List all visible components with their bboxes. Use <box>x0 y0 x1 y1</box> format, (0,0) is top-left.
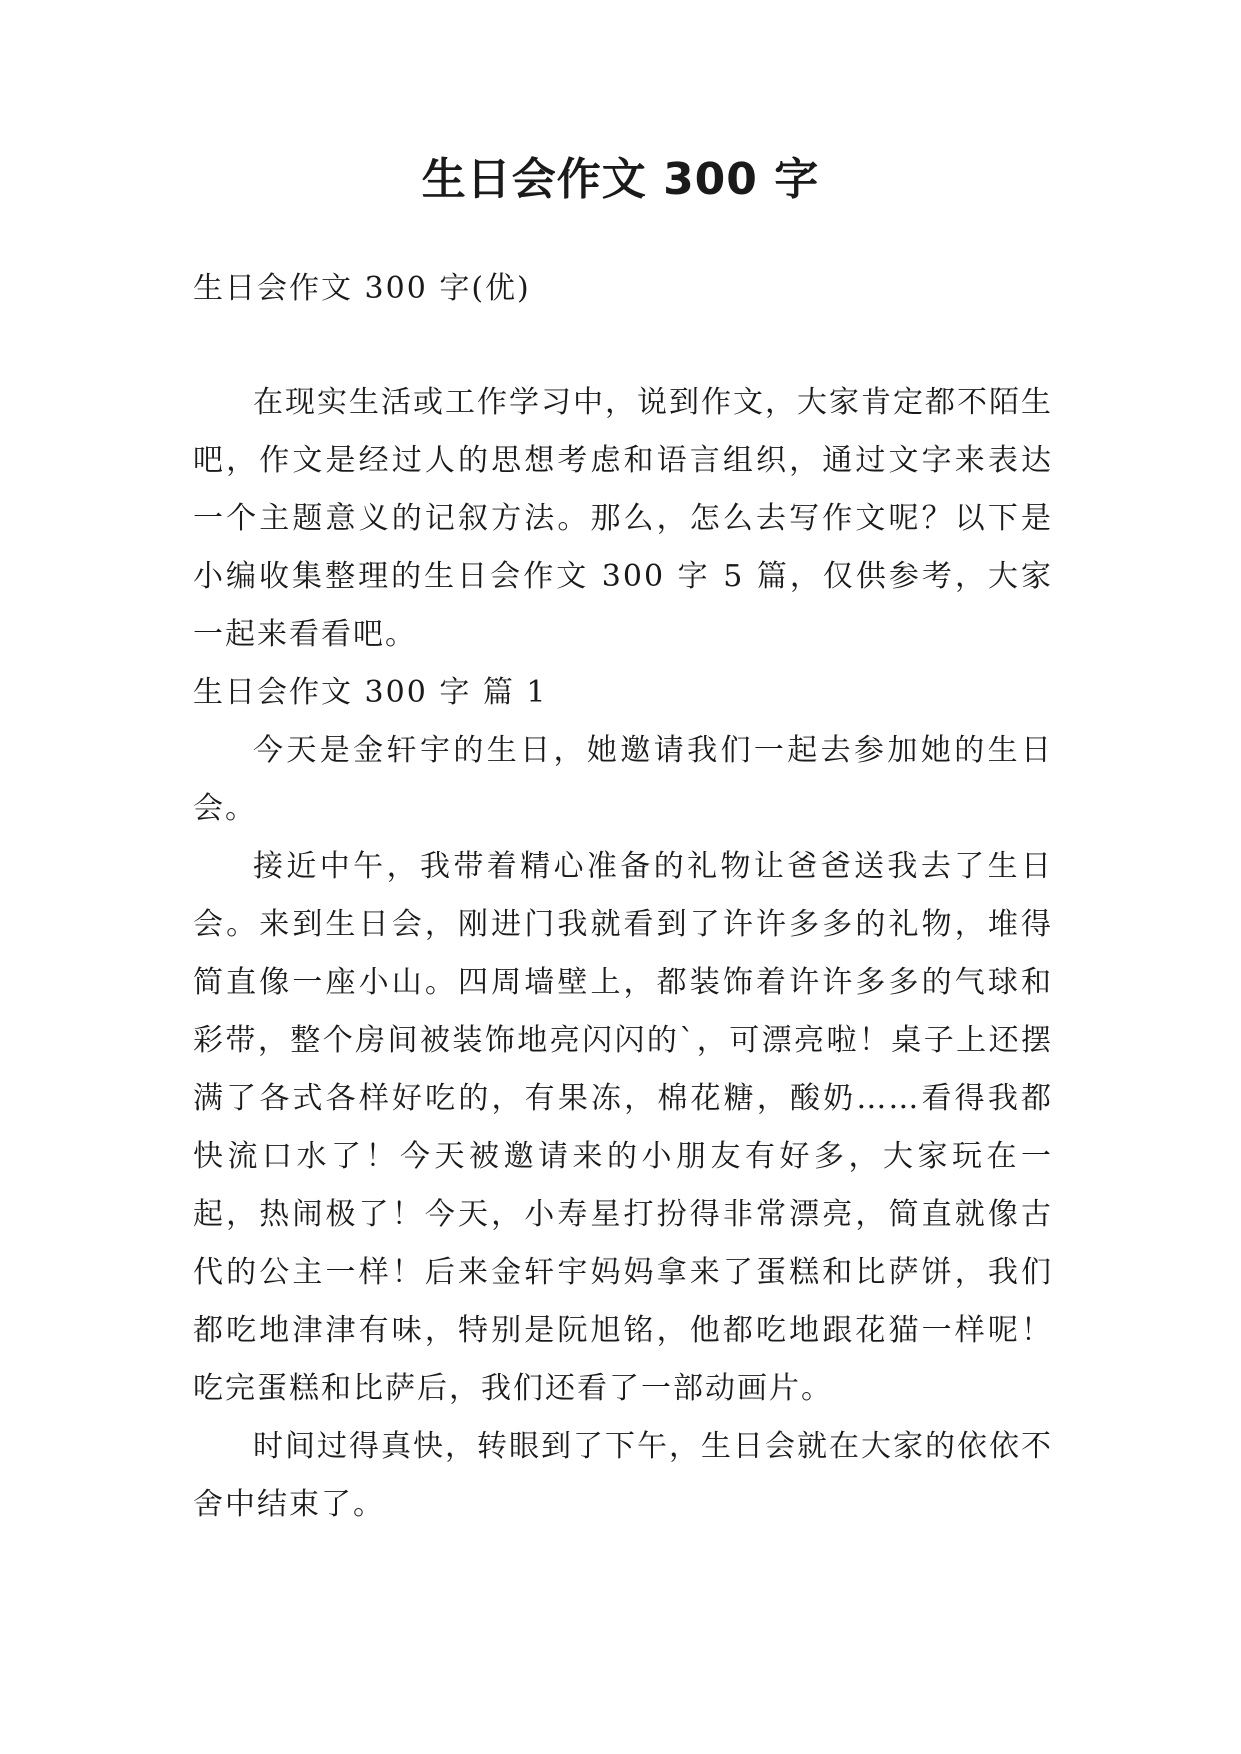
document-title: 生日会作文 300 字 <box>421 154 820 205</box>
document-subtitle: 生日会作文 300 字(优) <box>193 271 531 306</box>
body-paragraph-2: 接近中午，我带着精心准备的礼物让爸爸送我去了生日会。来到生日会，刚进门我就看到了许许多多的礼物，堆得简直像一座小山。四周墙壁上，都装饰着许许多多的气球和彩带，整个房间被装饰地亮闪闪的`，可漂亮啦！桌子上还摆满了各式各样好吃的，有果冻，棉花糖，酸奶……看得我都快流口水了！今天被邀请来的小朋友有好多，大家玩在一起，热闹极了！今天，小寿星打扮得非常漂亮，简直就像古代的公主一样！后来金轩宇妈妈拿来了蛋糕和比萨饼，我们都吃地津津有味，特别是阮旭铭，他都吃地跟花猫一样呢！吃完蛋糕和比萨后，我们还看了一部动画片。 <box>193 849 1053 1406</box>
body-paragraph-1: 今天是金轩宇的生日，她邀请我们一起去参加她的生日会。 <box>193 733 1053 826</box>
intro-paragraph: 在现实生活或工作学习中，说到作文，大家肯定都不陌生吧，作文是经过人的思想考虑和语言组织，通过文字来表达一个主题意义的记叙方法。那么，怎么去写作文呢？以下是小编收集整理的生日会作文 300 字 5 篇，仅供参考，大家一起来看看吧。 <box>193 385 1053 652</box>
document-body <box>193 260 1053 1534</box>
section-heading: 生日会作文 300 字 篇 1 <box>193 675 548 710</box>
body-paragraph-3: 时间过得真快，转眼到了下午，生日会就在大家的依依不舍中结束了。 <box>193 1429 1053 1522</box>
